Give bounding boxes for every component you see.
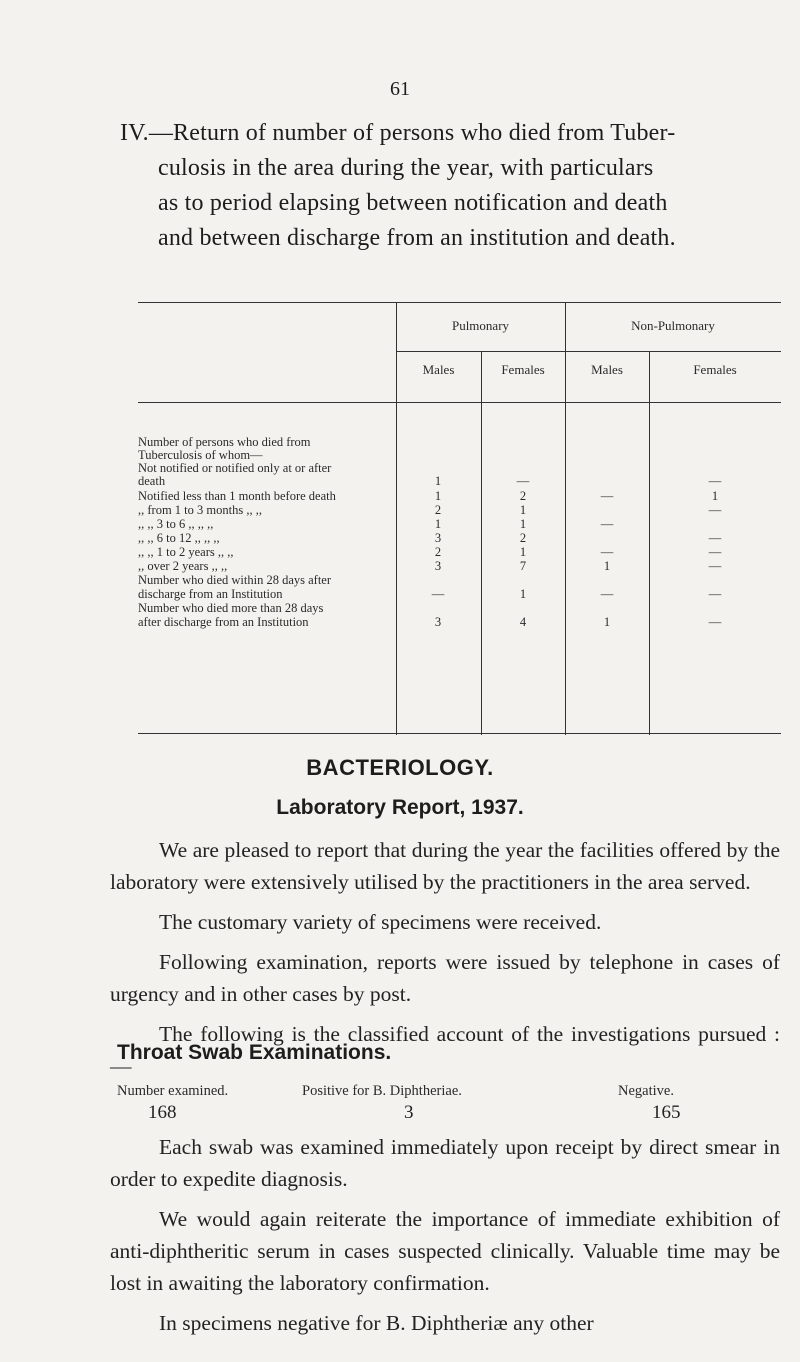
paragraph: Each swab was examined immediately upon receipt by direct smear in order to expedite diagnosis. [110,1135,780,1191]
heading-line: and between discharge from an institution and death. [158,225,676,251]
row-label: Notified less than 1 month before death [138,489,336,503]
heading-line: as to period elapsing between notification and death [158,190,668,216]
table-cell: — [708,503,722,517]
table-cell: 1 [519,503,527,517]
table-cell: — [516,474,530,488]
row-label: ,, ,, 6 to 12 ,, ,, ,, [138,531,220,545]
swab-value-positive: 3 [404,1102,414,1123]
row-label: ,, from 1 to 3 months ,, ,, [138,503,262,517]
table-cell: 1 [603,559,611,573]
header-pulmonary-females: Females [501,362,545,377]
table-cell: 1 [434,489,442,503]
table-cell: 3 [434,615,442,629]
table-rule [138,302,781,303]
table-cell: — [708,615,722,629]
table-cell: — [708,474,722,488]
row-label: death [138,474,166,488]
paragraph: In specimens negative for B. Diphtheriæ any other [159,1311,594,1335]
table-cell: 1 [434,474,442,488]
table-cell: 1 [519,587,527,601]
table-cell: — [708,559,722,573]
table-cell: 1 [711,489,719,503]
table-cell: 3 [434,559,442,573]
table-cell: 3 [434,531,442,545]
row-label: Not notified or notified only at or after [138,461,332,475]
swab-column-negative: Negative. [618,1083,674,1099]
row-label: ,, ,, 3 to 6 ,, ,, ,, [138,517,214,531]
header-non-pulmonary-females: Females [693,362,737,377]
table-rule [396,351,781,352]
swab-value-negative: 165 [652,1102,681,1123]
table-cell: 1 [519,545,527,559]
paragraph: We would again reiterate the importance of immediate exhibition of anti-diphtheritic serum in cases suspected clinically. Valuable time may be lost in awaiting the laboratory confirmation. [110,1207,780,1295]
header-pulmonary: Pulmonary [451,318,510,333]
table-cell: — [600,587,614,601]
laboratory-report-subtitle: Laboratory Report, 1937. [276,796,524,819]
table-cell: — [708,531,722,545]
table-cell: — [708,587,722,601]
table-cell: — [600,545,614,559]
table-cell: — [431,587,445,601]
swab-value-number-examined: 168 [148,1102,177,1123]
table-rule [138,402,781,403]
table-rule [649,351,650,735]
table-rule [138,733,781,734]
row-label: Tuberculosis of whom— [138,448,263,462]
row-label: ,, ,, 1 to 2 years ,, ,, [138,545,234,559]
row-label: discharge from an Institution [138,587,283,601]
row-label: Number of persons who died from [138,435,311,449]
throat-swab-heading: Throat Swab Examinations. [117,1041,392,1064]
page-number: 61 [390,78,410,100]
table-cell: 1 [434,517,442,531]
table-cell: 4 [519,615,527,629]
swab-column-positive: Positive for B. Diphtheriae. [302,1083,462,1099]
paragraph: The customary variety of specimens were received. [159,910,602,934]
header-non-pulmonary-males: Males [591,362,623,377]
table-cell: 2 [434,503,442,517]
table-cell: 1 [519,517,527,531]
bacteriology-title: BACTERIOLOGY. [306,755,494,780]
row-label: Number who died within 28 days after [138,573,332,587]
paragraph: We are pleased to report that during the year the facilities offered by the laboratory were extensively utilised by the practitioners in the area served. [110,838,780,894]
table-cell: 2 [519,489,527,503]
row-label: ,, over 2 years ,, ,, [138,559,228,573]
row-label: after discharge from an Institution [138,615,309,629]
table-cell: 2 [434,545,442,559]
heading-line: culosis in the area during the year, with particulars [158,155,654,181]
table-cell: — [708,545,722,559]
paragraph: The following is the classified account of the investigations pursued : — [110,1022,780,1078]
header-non-pulmonary: Non-Pulmonary [631,318,715,333]
table-cell: — [600,517,614,531]
tuberculosis-deaths-table [138,302,781,735]
row-label: Number who died more than 28 days [138,601,324,615]
table-cell: 7 [519,559,527,573]
heading-line: IV.—Return of number of persons who died from Tuber- [120,120,676,146]
paragraph: Following examination, reports were issued by telephone in cases of urgency and in other cases by post. [110,950,780,1006]
table-cell: — [600,489,614,503]
report-body-bottom [110,1131,780,1339]
table-cell: 2 [519,531,527,545]
swab-column-number-examined: Number examined. [117,1083,229,1099]
table-cell: 1 [603,615,611,629]
table-rule [481,351,482,735]
section-heading [120,116,760,256]
header-pulmonary-males: Males [422,362,455,377]
